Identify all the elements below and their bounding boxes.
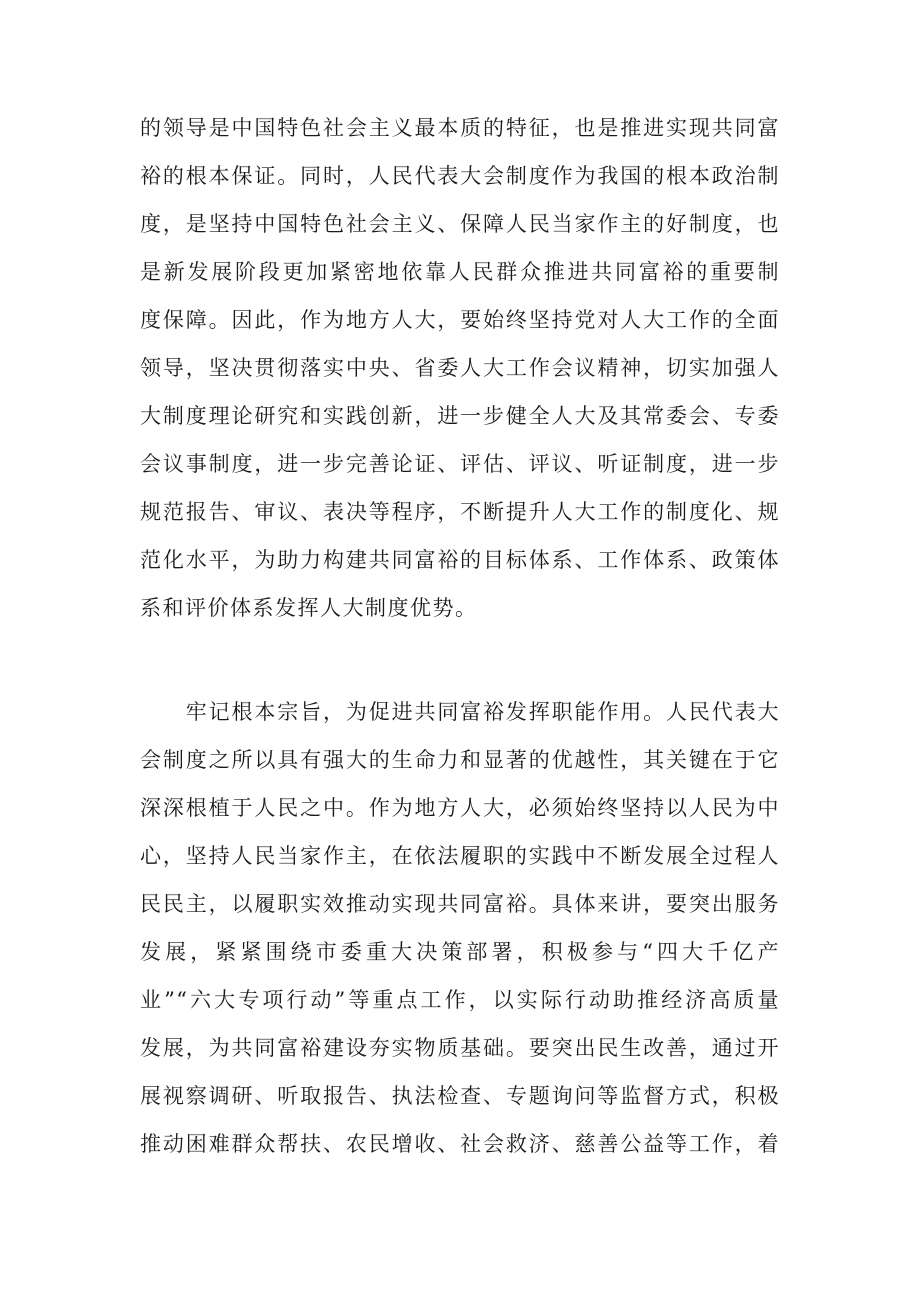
paragraph-line: 度保障。因此，作为地方人大，要始终坚持党对人大工作的全面 xyxy=(140,308,780,332)
paragraph-line: 展视察调研、听取报告、执法检查、专题询问等监督方式，积极 xyxy=(140,1084,780,1108)
paragraph-line: 发展，为共同富裕建设夯实物质基础。要突出民生改善，通过开 xyxy=(140,1036,780,1060)
paragraph-line: 度，是坚持中国特色社会主义、保障人民当家作主的好制度，也 xyxy=(140,212,780,236)
paragraph-line: 会制度之所以具有强大的生命力和显著的优越性，其关键在于它 xyxy=(140,748,780,772)
paragraph-line: 民民主，以履职实效推动实现共同富裕。具体来讲，要突出服务 xyxy=(140,892,780,916)
paragraph-line: 领导，坚决贯彻落实中央、省委人大工作会议精神，切实加强人 xyxy=(140,356,780,380)
paragraph-line: 大制度理论研究和实践创新，进一步健全人大及其常委会、专委 xyxy=(140,404,780,428)
paragraph-line: 系和评价体系发挥人大制度优势。 xyxy=(140,596,478,620)
paragraph-line: 发展，紧紧围绕市委重大决策部署，积极参与“四大千亿产 xyxy=(140,940,780,964)
paragraph-line: 深深根植于人民之中。作为地方人大，必须始终坚持以人民为中 xyxy=(140,796,780,820)
paragraph-line: 牢记根本宗旨，为促进共同富裕发挥职能作用。人民代表大 xyxy=(140,700,780,724)
paragraph-1 xyxy=(140,104,780,632)
paragraph-line: 规范报告、审议、表决等程序，不断提升人大工作的制度化、规 xyxy=(140,500,780,524)
paragraph-line: 心，坚持人民当家作主，在依法履职的实践中不断发展全过程人 xyxy=(140,844,780,868)
paragraph-line: 会议事制度，进一步完善论证、评估、评议、听证制度，进一步 xyxy=(140,452,780,476)
paragraph-line: 裕的根本保证。同时，人民代表大会制度作为我国的根本政治制 xyxy=(140,164,780,188)
paragraph-2 xyxy=(140,688,780,1168)
paragraph-line: 的领导是中国特色社会主义最本质的特征，也是推进实现共同富 xyxy=(140,116,780,140)
paragraph-line: 业”“六大专项行动”等重点工作，以实际行动助推经济高质量 xyxy=(140,988,780,1012)
paragraph-line: 推动困难群众帮扶、农民增收、社会救济、慈善公益等工作，着 xyxy=(140,1132,780,1156)
paragraph-line: 是新发展阶段更加紧密地依靠人民群众推进共同富裕的重要制 xyxy=(140,260,780,284)
paragraph-line: 范化水平，为助力构建共同富裕的目标体系、工作体系、政策体 xyxy=(140,548,780,572)
